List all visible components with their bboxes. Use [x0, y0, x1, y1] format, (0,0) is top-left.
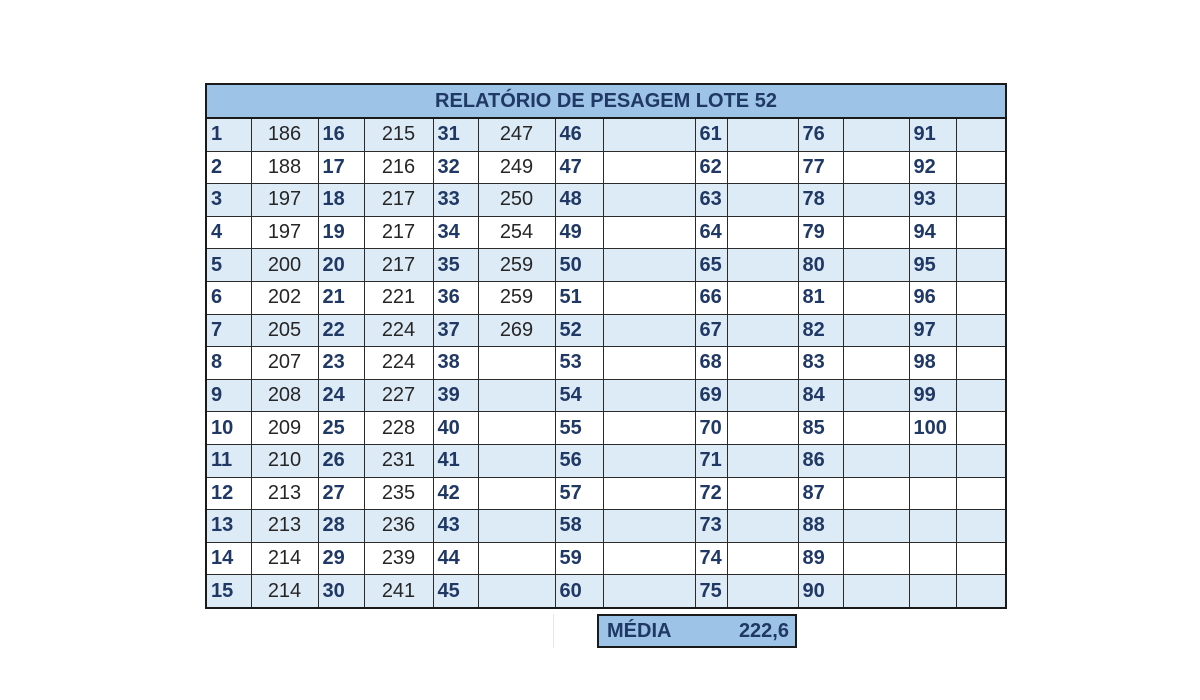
weight-cell — [603, 216, 695, 249]
weight-cell: 209 — [251, 412, 318, 445]
weight-cell — [843, 412, 909, 445]
animal-number-cell: 23 — [318, 347, 364, 380]
animal-number-cell: 58 — [555, 510, 603, 543]
weight-cell — [727, 379, 798, 412]
animal-number-cell: 4 — [206, 216, 251, 249]
average-value: 222,6 — [738, 619, 789, 642]
weight-cell — [956, 575, 1006, 608]
weight-cell — [843, 510, 909, 543]
weight-cell — [727, 510, 798, 543]
animal-number-cell: 40 — [433, 412, 478, 445]
animal-number-cell: 39 — [433, 379, 478, 412]
weight-cell — [956, 249, 1006, 282]
animal-number-cell: 92 — [909, 151, 956, 184]
animal-number-cell: 45 — [433, 575, 478, 608]
weight-cell: 259 — [478, 249, 555, 282]
weight-cell — [727, 184, 798, 217]
animal-number-cell: 61 — [695, 118, 727, 151]
animal-number-cell: 7 — [206, 314, 251, 347]
weight-cell — [478, 444, 555, 477]
weight-cell — [843, 314, 909, 347]
weight-cell: 213 — [251, 477, 318, 510]
animal-number-cell: 33 — [433, 184, 478, 217]
animal-number-cell: 85 — [798, 412, 843, 445]
weight-cell — [727, 314, 798, 347]
weight-cell — [843, 249, 909, 282]
animal-number-cell: 66 — [695, 281, 727, 314]
weight-cell: 249 — [478, 151, 555, 184]
animal-number-cell: 64 — [695, 216, 727, 249]
weight-cell — [603, 542, 695, 575]
animal-number-cell: 82 — [798, 314, 843, 347]
weight-cell — [603, 314, 695, 347]
animal-number-cell — [909, 477, 956, 510]
animal-number-cell: 78 — [798, 184, 843, 217]
animal-number-cell: 1 — [206, 118, 251, 151]
weight-cell — [603, 118, 695, 151]
weight-cell: 239 — [364, 542, 433, 575]
weight-cell: 217 — [364, 184, 433, 217]
table-row — [206, 281, 1006, 314]
weight-cell: 224 — [364, 347, 433, 380]
animal-number-cell: 84 — [798, 379, 843, 412]
weight-cell — [843, 216, 909, 249]
weight-cell — [478, 379, 555, 412]
table-row — [206, 118, 1006, 151]
animal-number-cell: 20 — [318, 249, 364, 282]
animal-number-cell: 11 — [206, 444, 251, 477]
weight-cell: 213 — [251, 510, 318, 543]
weight-cell — [843, 281, 909, 314]
weight-cell — [843, 477, 909, 510]
animal-number-cell: 8 — [206, 347, 251, 380]
weight-cell: 247 — [478, 118, 555, 151]
weight-cell — [478, 477, 555, 510]
weight-cell — [956, 281, 1006, 314]
average-label: MÉDIA — [607, 619, 672, 642]
weight-cell — [603, 347, 695, 380]
animal-number-cell: 81 — [798, 281, 843, 314]
table-row — [206, 444, 1006, 477]
animal-number-cell: 6 — [206, 281, 251, 314]
weight-cell — [478, 542, 555, 575]
report-title: RELATÓRIO DE PESAGEM LOTE 52 — [206, 84, 1006, 118]
animal-number-cell: 14 — [206, 542, 251, 575]
weight-cell — [603, 151, 695, 184]
animal-number-cell: 17 — [318, 151, 364, 184]
weight-cell: 208 — [251, 379, 318, 412]
weight-cell — [727, 151, 798, 184]
table-row — [206, 216, 1006, 249]
weight-cell — [603, 184, 695, 217]
animal-number-cell: 86 — [798, 444, 843, 477]
gridline-fragment — [553, 614, 554, 648]
weight-cell — [956, 412, 1006, 445]
animal-number-cell: 49 — [555, 216, 603, 249]
animal-number-cell: 35 — [433, 249, 478, 282]
weight-cell: 205 — [251, 314, 318, 347]
weight-cell: 231 — [364, 444, 433, 477]
animal-number-cell: 22 — [318, 314, 364, 347]
weight-cell: 241 — [364, 575, 433, 608]
animal-number-cell: 16 — [318, 118, 364, 151]
animal-number-cell: 90 — [798, 575, 843, 608]
weight-cell: 188 — [251, 151, 318, 184]
animal-number-cell: 77 — [798, 151, 843, 184]
animal-number-cell: 32 — [433, 151, 478, 184]
animal-number-cell: 47 — [555, 151, 603, 184]
weight-cell — [727, 281, 798, 314]
animal-number-cell: 56 — [555, 444, 603, 477]
animal-number-cell: 24 — [318, 379, 364, 412]
weight-cell: 186 — [251, 118, 318, 151]
weight-cell: 216 — [364, 151, 433, 184]
animal-number-cell: 69 — [695, 379, 727, 412]
animal-number-cell: 76 — [798, 118, 843, 151]
weight-cell — [603, 379, 695, 412]
weight-cell: 259 — [478, 281, 555, 314]
animal-number-cell: 28 — [318, 510, 364, 543]
weight-cell — [603, 249, 695, 282]
weight-cell: 207 — [251, 347, 318, 380]
weight-cell — [956, 379, 1006, 412]
animal-number-cell: 83 — [798, 347, 843, 380]
animal-number-cell: 91 — [909, 118, 956, 151]
weight-cell — [843, 184, 909, 217]
weight-cell — [727, 412, 798, 445]
weighing-report-table — [205, 83, 1007, 609]
animal-number-cell: 74 — [695, 542, 727, 575]
animal-number-cell: 26 — [318, 444, 364, 477]
animal-number-cell: 93 — [909, 184, 956, 217]
weight-cell — [843, 444, 909, 477]
weight-cell — [843, 575, 909, 608]
animal-number-cell: 34 — [433, 216, 478, 249]
weight-cell — [956, 347, 1006, 380]
table-row — [206, 184, 1006, 217]
animal-number-cell: 63 — [695, 184, 727, 217]
animal-number-cell: 71 — [695, 444, 727, 477]
animal-number-cell: 51 — [555, 281, 603, 314]
weight-cell: 210 — [251, 444, 318, 477]
animal-number-cell: 31 — [433, 118, 478, 151]
animal-number-cell: 29 — [318, 542, 364, 575]
weight-cell — [478, 347, 555, 380]
weight-cell: 269 — [478, 314, 555, 347]
animal-number-cell: 10 — [206, 412, 251, 445]
weight-cell: 224 — [364, 314, 433, 347]
animal-number-cell: 87 — [798, 477, 843, 510]
weight-cell: 214 — [251, 575, 318, 608]
animal-number-cell — [909, 444, 956, 477]
animal-number-cell: 38 — [433, 347, 478, 380]
animal-number-cell: 12 — [206, 477, 251, 510]
animal-number-cell: 79 — [798, 216, 843, 249]
weight-cell: 228 — [364, 412, 433, 445]
animal-number-cell: 5 — [206, 249, 251, 282]
weight-cell: 215 — [364, 118, 433, 151]
table-row — [206, 249, 1006, 282]
weight-cell — [603, 412, 695, 445]
weight-cell — [478, 575, 555, 608]
weight-cell — [603, 477, 695, 510]
weight-cell: 217 — [364, 216, 433, 249]
table-row — [206, 510, 1006, 543]
weight-cell — [843, 151, 909, 184]
weight-cell — [727, 542, 798, 575]
animal-number-cell: 72 — [695, 477, 727, 510]
animal-number-cell — [909, 510, 956, 543]
animal-number-cell: 100 — [909, 412, 956, 445]
animal-number-cell: 70 — [695, 412, 727, 445]
animal-number-cell: 54 — [555, 379, 603, 412]
weight-cell — [956, 118, 1006, 151]
animal-number-cell: 53 — [555, 347, 603, 380]
weight-cell: 217 — [364, 249, 433, 282]
animal-number-cell: 9 — [206, 379, 251, 412]
animal-number-cell: 80 — [798, 249, 843, 282]
animal-number-cell: 2 — [206, 151, 251, 184]
animal-number-cell — [909, 575, 956, 608]
animal-number-cell: 27 — [318, 477, 364, 510]
table-row — [206, 379, 1006, 412]
weight-cell — [603, 281, 695, 314]
animal-number-cell: 59 — [555, 542, 603, 575]
table-row — [206, 347, 1006, 380]
weight-cell — [727, 347, 798, 380]
average-summary — [597, 614, 797, 648]
weight-cell — [727, 216, 798, 249]
weight-cell — [478, 510, 555, 543]
animal-number-cell: 15 — [206, 575, 251, 608]
weight-cell — [956, 216, 1006, 249]
animal-number-cell: 95 — [909, 249, 956, 282]
weight-cell — [956, 444, 1006, 477]
animal-number-cell: 50 — [555, 249, 603, 282]
weight-cell — [603, 444, 695, 477]
weight-cell — [843, 347, 909, 380]
animal-number-cell: 41 — [433, 444, 478, 477]
animal-number-cell: 99 — [909, 379, 956, 412]
weight-cell — [956, 151, 1006, 184]
weight-cell — [843, 379, 909, 412]
weight-cell — [843, 542, 909, 575]
animal-number-cell: 18 — [318, 184, 364, 217]
weight-cell: 235 — [364, 477, 433, 510]
table-row — [206, 314, 1006, 347]
animal-number-cell: 62 — [695, 151, 727, 184]
weight-cell — [956, 542, 1006, 575]
animal-number-cell: 89 — [798, 542, 843, 575]
weight-cell — [956, 184, 1006, 217]
animal-number-cell: 44 — [433, 542, 478, 575]
table-row — [206, 575, 1006, 608]
animal-number-cell: 48 — [555, 184, 603, 217]
animal-number-cell: 46 — [555, 118, 603, 151]
weight-cell — [956, 314, 1006, 347]
weight-cell: 197 — [251, 216, 318, 249]
weight-cell: 250 — [478, 184, 555, 217]
weight-cell: 200 — [251, 249, 318, 282]
animal-number-cell: 30 — [318, 575, 364, 608]
animal-number-cell: 13 — [206, 510, 251, 543]
weight-cell — [603, 575, 695, 608]
animal-number-cell: 60 — [555, 575, 603, 608]
animal-number-cell — [909, 542, 956, 575]
animal-number-cell: 65 — [695, 249, 727, 282]
animal-number-cell: 98 — [909, 347, 956, 380]
animal-number-cell: 52 — [555, 314, 603, 347]
animal-number-cell: 37 — [433, 314, 478, 347]
animal-number-cell: 75 — [695, 575, 727, 608]
weight-cell — [727, 249, 798, 282]
table-row — [206, 151, 1006, 184]
animal-number-cell: 94 — [909, 216, 956, 249]
weight-cell — [956, 477, 1006, 510]
weight-cell — [956, 510, 1006, 543]
animal-number-cell: 57 — [555, 477, 603, 510]
animal-number-cell: 67 — [695, 314, 727, 347]
weight-cell: 214 — [251, 542, 318, 575]
weight-cell: 254 — [478, 216, 555, 249]
animal-number-cell: 25 — [318, 412, 364, 445]
weight-cell — [478, 412, 555, 445]
animal-number-cell: 43 — [433, 510, 478, 543]
animal-number-cell: 42 — [433, 477, 478, 510]
animal-number-cell: 36 — [433, 281, 478, 314]
weight-cell: 221 — [364, 281, 433, 314]
weight-cell: 197 — [251, 184, 318, 217]
weight-cell: 202 — [251, 281, 318, 314]
animal-number-cell: 21 — [318, 281, 364, 314]
weight-cell — [727, 444, 798, 477]
animal-number-cell: 88 — [798, 510, 843, 543]
animal-number-cell: 19 — [318, 216, 364, 249]
weight-cell — [727, 575, 798, 608]
weight-cell: 236 — [364, 510, 433, 543]
animal-number-cell: 3 — [206, 184, 251, 217]
weight-cell — [603, 510, 695, 543]
animal-number-cell: 97 — [909, 314, 956, 347]
animal-number-cell: 55 — [555, 412, 603, 445]
weight-cell — [727, 477, 798, 510]
table-row — [206, 412, 1006, 445]
animal-number-cell: 73 — [695, 510, 727, 543]
animal-number-cell: 96 — [909, 281, 956, 314]
animal-number-cell: 68 — [695, 347, 727, 380]
table-row — [206, 477, 1006, 510]
weight-cell — [843, 118, 909, 151]
weight-cell — [727, 118, 798, 151]
table-row — [206, 542, 1006, 575]
weight-cell: 227 — [364, 379, 433, 412]
